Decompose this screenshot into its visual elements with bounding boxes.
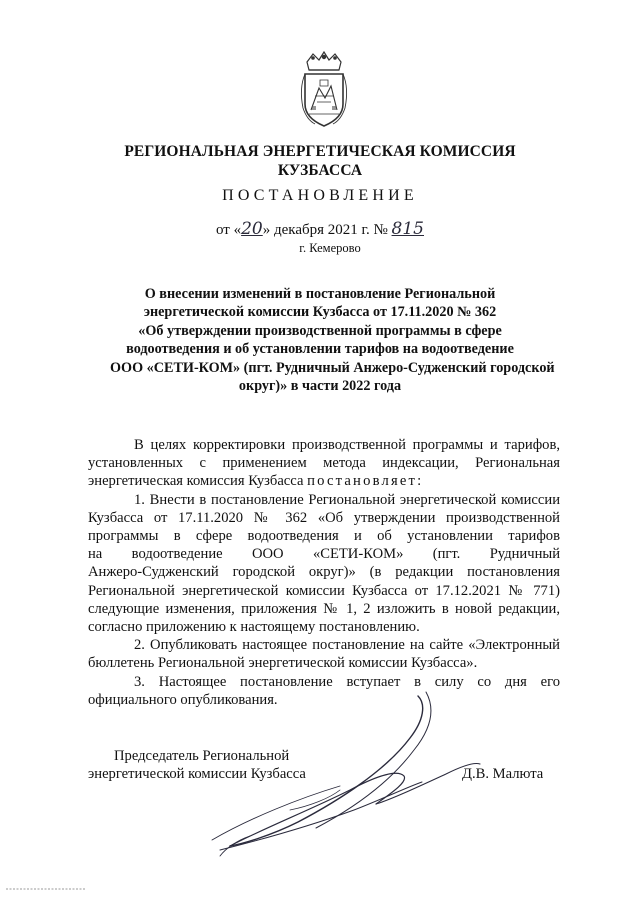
body-line [88,472,560,490]
org-line-2: КУЗБАССА [277,162,363,179]
body-line: программы в сфере водоотведения и об установлении тарифов [88,528,560,545]
date-prefix: от « [215,222,242,238]
body-line: 2. Опубликовать настоящее постановление на сайте «Электронный [134,637,560,654]
body-line: установленных с применением метода индексации, Региональная [88,455,560,472]
subject-line: О внесении изменений в постановление Региональной [144,286,496,302]
body-line: В целях корректировки производственной программы и тарифов, [134,437,560,453]
body-line: следующие изменения, приложения № 1, 2 изложить в новой редакции, [88,600,560,617]
body-line: официального опубликования. [88,691,278,708]
subject-line: энергетической комиссии Кузбасса от 17.11.2020 № 362 [143,304,497,321]
body-line: Анжеро-Судженский городской округ)» (в редакции постановления [88,564,560,581]
document-type: ПОСТАНОВЛЕНИЕ [222,187,418,204]
body-line: 1. Внести в постановление Региональной энергетической комиссии [134,491,560,508]
signatory-title-line-1: Председатель Региональной [114,748,290,764]
body-line: на водоотведение ООО «СЕТИ-КОМ» (пгт. Рудничный [88,546,560,563]
subject-line: «Об утверждении производственной программы в сфере [138,322,502,339]
signatory-title-line-2: энергетической комиссии Кузбасса [88,766,306,782]
kuzbass-coat-of-arms-icon [295,48,353,130]
scan-artifact [6,887,86,891]
subject-line: округ)» в части 2022 года [238,378,402,395]
resolution-word: постановляет: [307,473,424,490]
date-day: 20 [241,219,263,239]
signatory-name: Д.В. Малюта [462,766,544,782]
org-line-1: РЕГИОНАЛЬНАЯ ЭНЕРГЕТИЧЕСКАЯ КОМИССИЯ [124,143,516,160]
body-line: бюллетень Региональной энергетической комиссии Кузбасса». [88,655,478,672]
body-line: 3. Настоящее постановление вступает в силу со дня его [134,673,560,690]
body-line: согласно приложению к настоящему постановлению. [88,619,420,636]
handwritten-signature [190,690,520,860]
city: г. Кемерово [299,241,361,255]
body-text: энергетическая комиссия Кузбасса [88,473,308,490]
document-body [88,436,560,709]
subject-line: водоотведения и об установлении тарифов на водоотведение [126,341,514,358]
date-middle: » декабря 2021 г. № [262,222,388,238]
body-line: Кузбасса от 17.11.2020 № 362 «Об утверждении производственной [88,509,560,526]
document-number: 815 [391,219,424,239]
subject-line: ООО «СЕТИ-КОМ» (пгт. Рудничный Анжеро-Судженский городской [110,359,555,376]
document-date-line [120,220,520,239]
organization-name [60,142,580,180]
document-subject [110,285,555,395]
body-line: Региональной энергетической комиссии Кузбасса от 17.12.2021 № 771) [88,582,560,599]
